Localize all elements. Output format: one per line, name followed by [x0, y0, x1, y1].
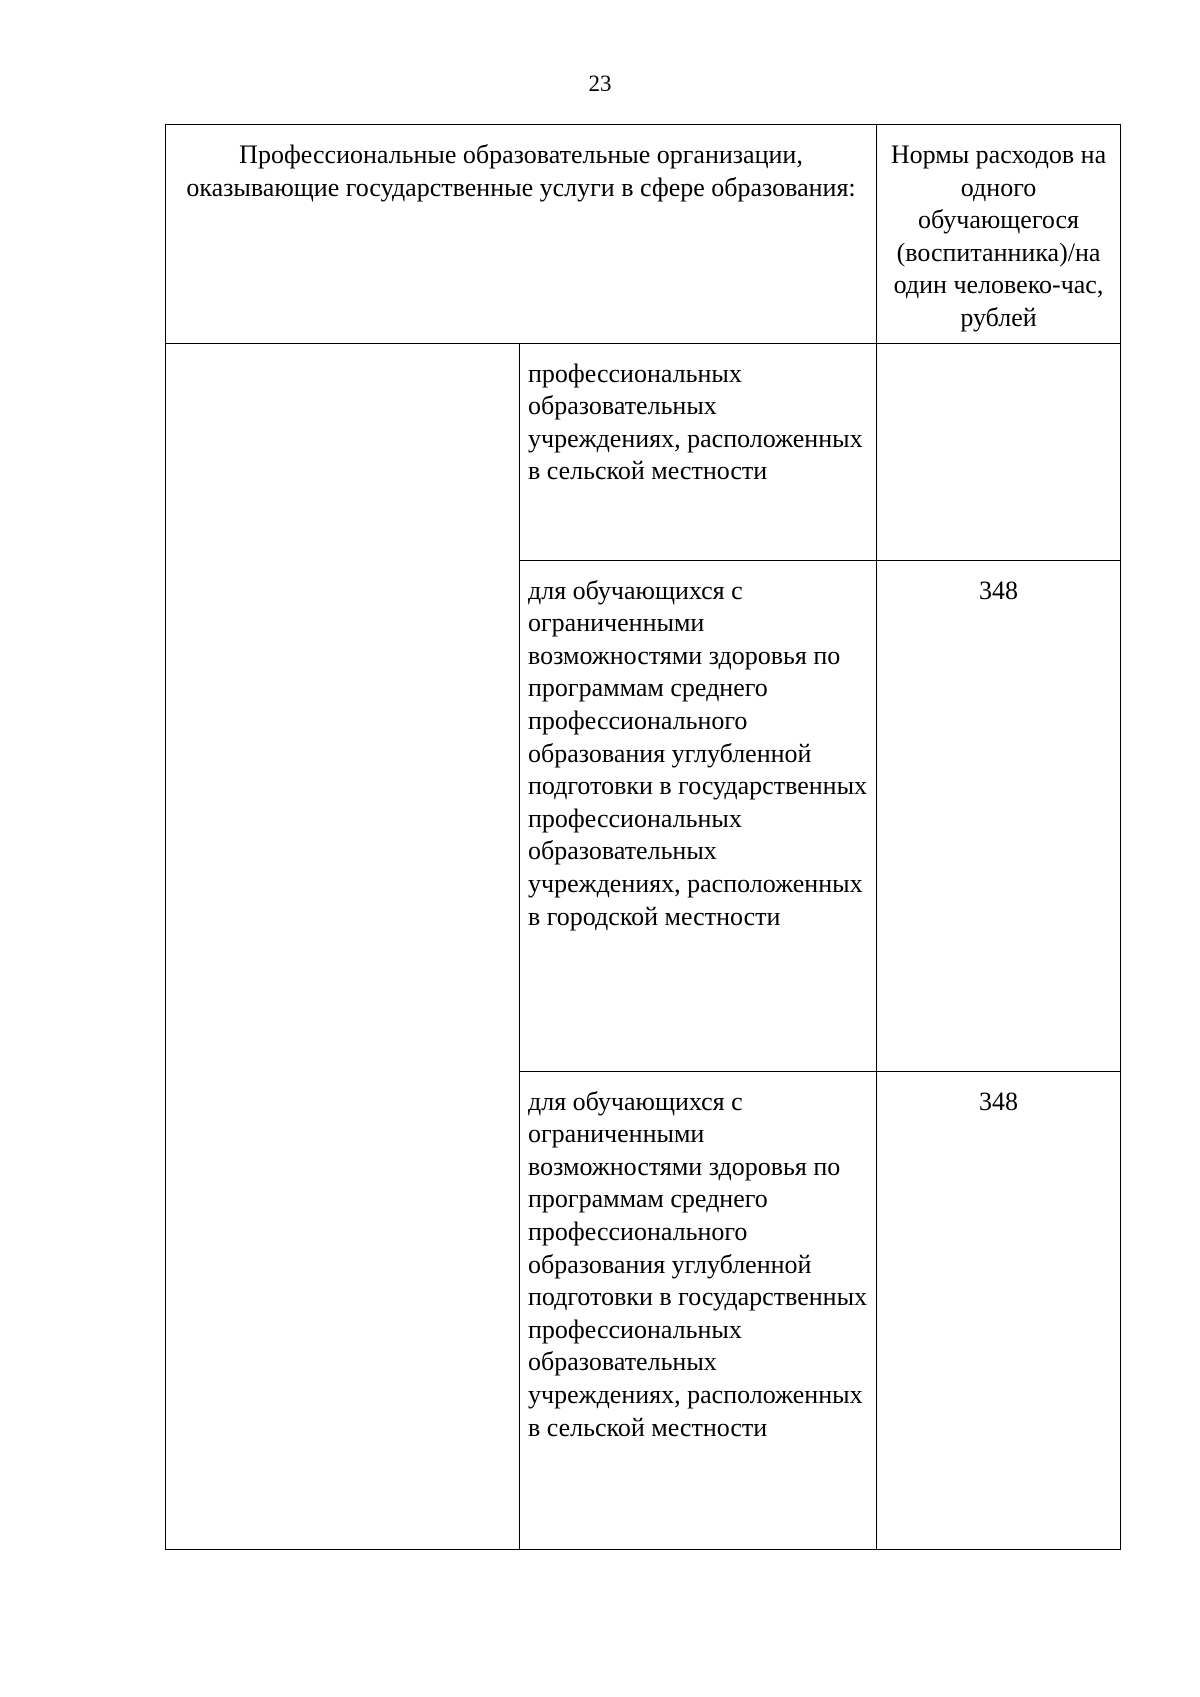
- norms-table: [165, 124, 1121, 1550]
- category-cell: для обучающихся с ограниченными возможностями здоровья по программам среднего профессионального образования углубленной подготовки в государственных профессиональных образовательных учреждениях, расположенных в городской местности: [520, 560, 877, 1071]
- table-row: [166, 343, 1121, 560]
- page-number: 23: [588, 71, 612, 96]
- header-norms: Нормы расходов на одного обучающегося (воспитанника)/на один человеко-час, рублей: [877, 125, 1121, 344]
- category-cell: профессиональных образовательных учреждениях, расположенных в сельской местности: [520, 343, 877, 560]
- table-header-row: [166, 125, 1121, 344]
- norm-cell: [877, 343, 1121, 560]
- organization-cell-empty: [166, 343, 520, 1549]
- header-organizations: Профессиональные образовательные организации, оказывающие государственные услуги в сфере образования:: [166, 125, 877, 344]
- category-cell: для обучающихся с ограниченными возможностями здоровья по программам среднего профессионального образования углубленной подготовки в государственных профессиональных образовательных учреждениях, расположенных в сельской местности: [520, 1071, 877, 1549]
- norm-cell: 348: [877, 1071, 1121, 1549]
- norm-cell: 348: [877, 560, 1121, 1071]
